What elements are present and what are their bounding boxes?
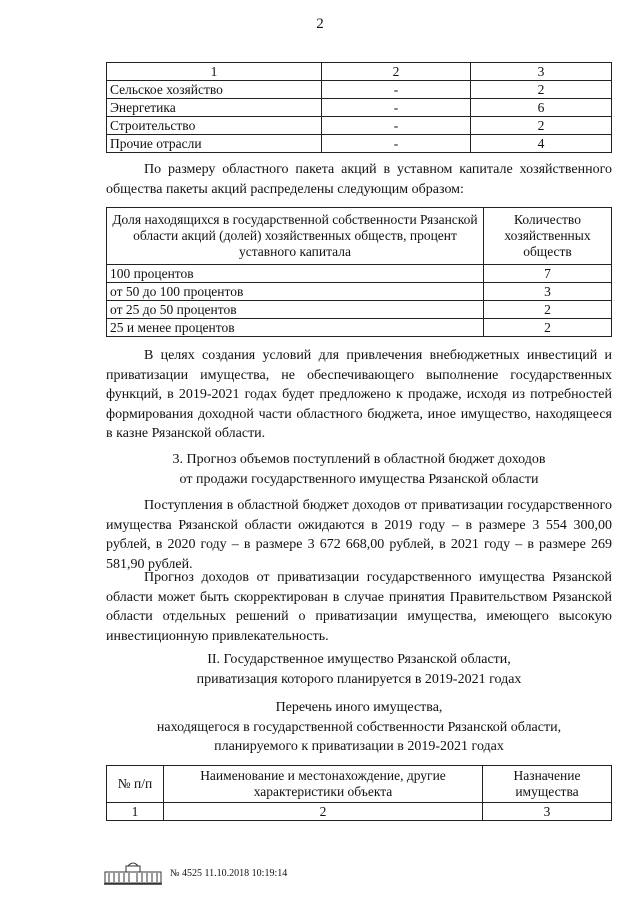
document-registration-number: № 4525 11.10.2018 10:19:14 — [170, 867, 288, 879]
building-emblem-icon — [104, 860, 162, 886]
share-table — [106, 207, 612, 337]
dash-cell: - — [322, 99, 471, 117]
share-value: 3 — [484, 283, 612, 301]
share-label: от 25 до 50 процентов — [107, 301, 484, 319]
page-number: 2 — [316, 16, 324, 32]
sector-cell: Энергетика — [107, 99, 322, 117]
paragraph-investments: В целях создания условий для привлечения внебюджетных инвестиций и приватизации имущества, не обеспечивающего выполнение государственных функций, в 2019-2021 годах будет предложено к продаже, исходя из потребностей формирования доходной части областного бюджета, иное имущество, находящееся в казне Рязанской области. — [106, 348, 612, 441]
dash-cell: - — [322, 117, 471, 135]
section2-heading-line1: II. Государственное имущество Рязанской области, — [207, 652, 511, 667]
count-cell: 2 — [471, 81, 612, 99]
property-table — [106, 765, 612, 821]
share-value: 2 — [484, 319, 612, 337]
table-header-row — [107, 63, 612, 81]
section2-heading — [106, 650, 612, 689]
table-row — [107, 803, 612, 821]
industry-table — [106, 62, 612, 153]
cell-3: 3 — [483, 803, 612, 821]
table-row — [107, 81, 612, 99]
table-row — [107, 301, 612, 319]
count-cell: 2 — [471, 117, 612, 135]
share-value: 7 — [484, 265, 612, 283]
table-row — [107, 117, 612, 135]
share-label: от 50 до 100 процентов — [107, 283, 484, 301]
sector-cell: Сельское хозяйство — [107, 81, 322, 99]
share-label: 25 и менее процентов — [107, 319, 484, 337]
section3-heading-line1: 3. Прогноз объемов поступлений в областной бюджет доходов — [172, 452, 546, 467]
table-row — [107, 283, 612, 301]
section3-heading — [106, 450, 612, 489]
header-cell-2: 2 — [322, 63, 471, 81]
header-name: Наименование и местонахождение, другие характеристики объекта — [164, 766, 483, 803]
list-heading-line2: находящегося в государственной собственности Рязанской области, — [156, 719, 562, 735]
header-cell-3: 3 — [471, 63, 612, 81]
share-value: 2 — [484, 301, 612, 319]
list-heading-line3: планируемого к приватизации в 2019-2021 годах — [214, 739, 504, 754]
header-share: Доля находящихся в государственной собственности Рязанской области акций (долей) хозяйственных обществ, процент уставного капитала — [107, 208, 484, 265]
list-heading-line1: Перечень иного имущества, — [275, 700, 443, 715]
cell-2: 2 — [164, 803, 483, 821]
share-label: 100 процентов — [107, 265, 484, 283]
count-cell: 6 — [471, 99, 612, 117]
list-heading — [106, 698, 612, 757]
sector-cell: Строительство — [107, 117, 322, 135]
table-row — [107, 135, 612, 153]
footer — [104, 860, 287, 886]
cell-1: 1 — [107, 803, 164, 821]
header-number: № п/п — [107, 766, 164, 803]
paragraph-shares: По размеру областного пакета акций в уставном капитале хозяйственного общества пакеты акций распределены следующим образом: — [106, 162, 612, 197]
header-purpose: Назначение имущества — [483, 766, 612, 803]
table-row — [107, 99, 612, 117]
header-cell-1: 1 — [107, 63, 322, 81]
dash-cell: - — [322, 135, 471, 153]
paragraph-forecast: Прогноз доходов от приватизации государственного имущества Рязанской области может быть скорректирован в случае принятия Правительством Рязанской области отдельных решений о приватизации имущества, имеющего высокую инвестиционную привлекательность. — [106, 570, 612, 644]
table-row — [107, 265, 612, 283]
table-row — [107, 319, 612, 337]
table-header-row — [107, 208, 612, 265]
count-cell: 4 — [471, 135, 612, 153]
section2-heading-line2: приватизация которого планируется в 2019-2021 годах — [196, 671, 522, 687]
header-count: Количество хозяйственных обществ — [484, 208, 612, 265]
dash-cell: - — [322, 81, 471, 99]
sector-cell: Прочие отрасли — [107, 135, 322, 153]
table-header-row — [107, 766, 612, 803]
section3-heading-line2: от продажи государственного имущества Рязанской области — [179, 471, 539, 487]
paragraph-revenue: Поступления в областной бюджет доходов от приватизации государственного имущества Рязанской области ожидаются в 2019 году – в размере 3 554 300,00 рублей, в 2020 году – в размере 3 672 668,00 рублей, в 2021 году – в размере 269 581,90 рублей. — [106, 498, 612, 572]
